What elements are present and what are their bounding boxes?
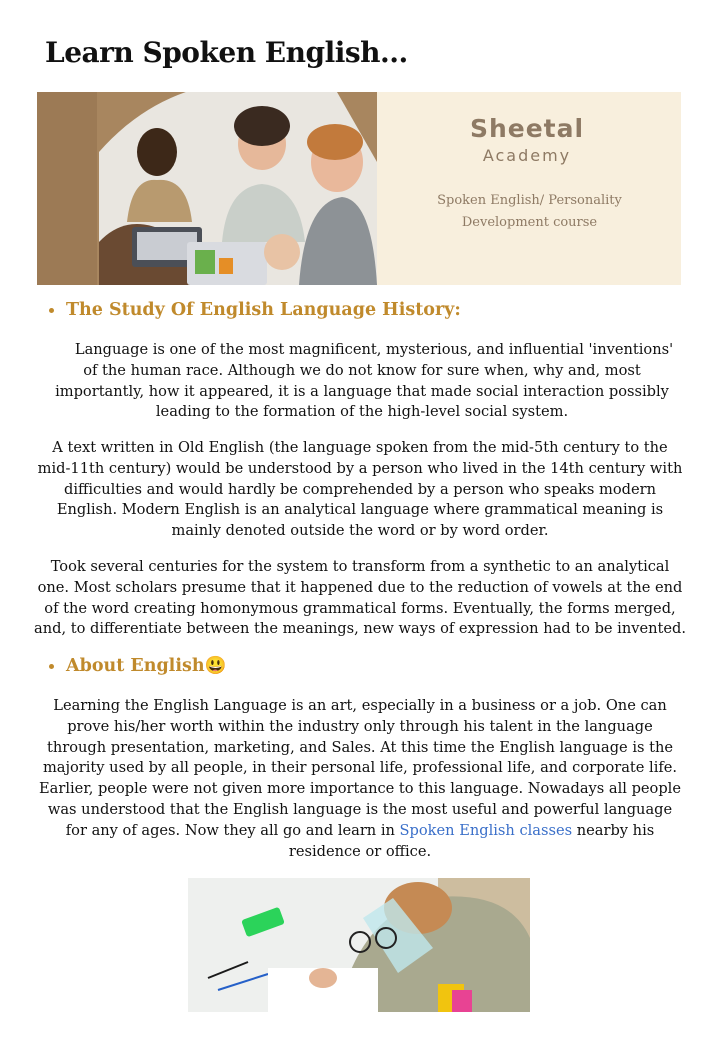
banner-photo <box>37 92 377 285</box>
paragraph-history-1: Language is one of the most magnificent, mysterious, and influential 'inventions' of the human race. Although we do not know for sure when, why and, most importantly, how it appeared, it is a language that made social interaction possibly leading to the formation of the high-level social system. <box>55 341 674 421</box>
paragraph-history-2: A text written in Old English (the language spoken from the mid-5th century to the mid-11th century) would be understood by a person who lived in the 14th century with difficulties and would hardly be comprehended by a person who speaks modern English. Modern English is an analytical language where grammatical meaning is mainly denoted outside the word or by word order. <box>37 439 683 540</box>
about-text-after-link: nearby his residence or office. <box>288 821 655 860</box>
study-photo <box>188 878 530 1012</box>
heading-about-text: About English😃 <box>46 656 226 676</box>
course-line-1: Spoken English/ Personality <box>437 193 622 208</box>
section-heading-about <box>46 656 226 676</box>
section-heading-history <box>46 300 461 320</box>
brand-name: Sheetal <box>469 114 585 143</box>
heading-history-text: The Study Of English Language History: <box>46 300 461 320</box>
paragraph-about <box>36 696 684 862</box>
page-title: Learn Spoken English... <box>45 36 408 69</box>
brand-subtitle: Academy <box>482 146 572 165</box>
academy-banner <box>37 92 681 285</box>
course-description <box>422 190 637 234</box>
course-line-2: Development course <box>461 215 598 230</box>
about-text-before-link: Learning the English Language is an art, especially in a business or a job. One can prove his/her worth within the industry only through his talent in the language through presentation, marketing, and Sales. At this time the English language is the majority used by all people, in their personal life, professional life, and corporate life. Earlier, people were not given more importance to this language. Nowadays all people was understood that the English language is the most useful and powerful language for any of ages. Now they all go and learn in <box>39 697 681 839</box>
spoken-english-classes-link[interactable]: Spoken English classes <box>399 821 573 839</box>
paragraph-history-3: Took several centuries for the system to transform from a synthetic to an analytical one. Most scholars presume that it happened due to the reduction of vowels at the end of the word creating homonymous grammatical forms. Eventually, the forms merged, and, to differentiate between the meanings, new ways of expression had to be invented. <box>34 558 687 638</box>
